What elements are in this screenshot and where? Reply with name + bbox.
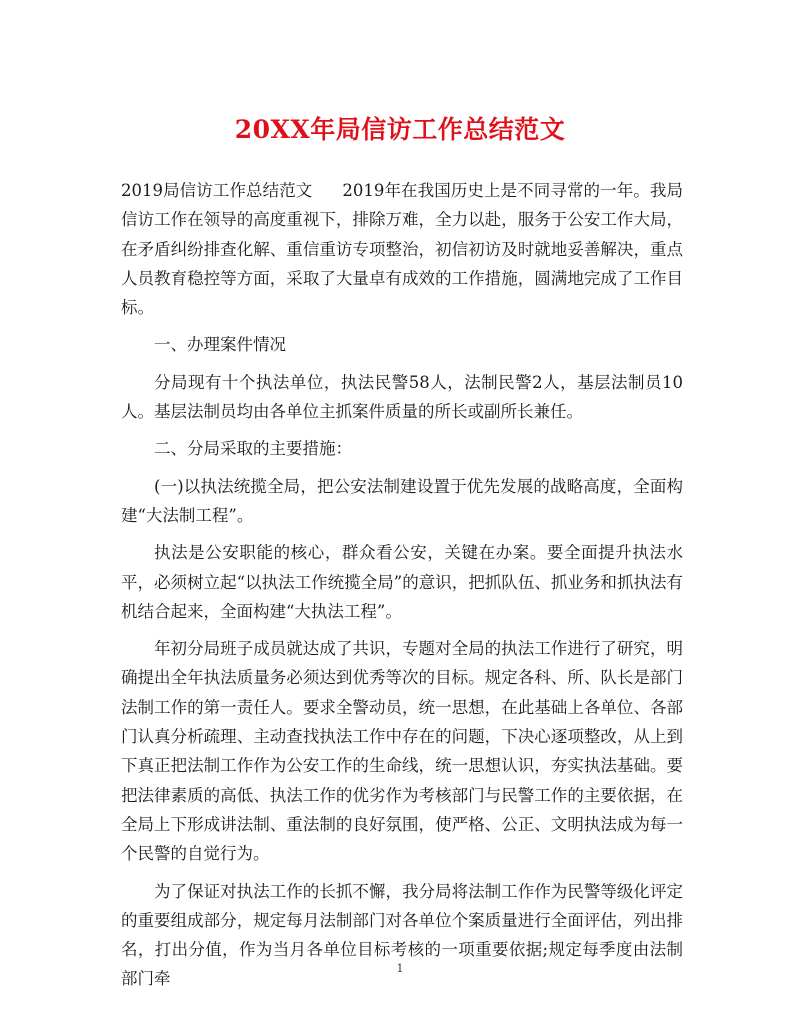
paragraph-consensus: 年初分局班子成员就达成了共识，专题对全局的执法工作进行了研究，明确提出全年执法质量务必须达到优秀等次的目标。规定各科、所、队长是部门法制工作的第一责任人。要求全警动员，统一思想，在此基础上各单位、各部门认真分析疏理、主动查找执法工作中存在的问题，下决心逐项整改，从上到下真正把法制工作作为公安工作的生命线，统一思想认识，夯实执法基础。要把法律素质的高低、执法工作的优劣作为考核部门与民警工作的主要依据，在全局上下形成讲法制、重法制的良好氛围，使严格、公正、文明执法成为每一个民警的自觉行为。 [121,639,683,864]
paragraph-cases: 分局现有十个执法单位，执法民警58人，法制民警2人，基层法制员10人。基层法制员均由各单位主抓案件质量的所长或副所长兼任。 [121,372,683,422]
intro-paragraph [121,176,683,322]
paragraph-measure-1: (一)以执法统揽全局，把公安法制建设置于优先发展的战略高度，全面构建“大法制工程”。 [121,476,683,525]
intro-text: 2019年在我国历史上是不同寻常的一年。我局信访工作在领导的高度重视下，排除万难，全力以赴，服务于公安工作大局，在矛盾纠纷排查化解、重信重访专项整治，初信初访及时就地妥善解决，重点人员教育稳控等方面，采取了大量卓有成效的工作措施，圆满地完成了工作目标。 [121,181,683,318]
section-heading-measures: 二、分局采取的主要措施： [154,439,352,459]
page-number: 1 [396,962,404,975]
document-title: 20XX年局信访工作总结范文 [234,115,566,144]
paragraph-long-term: 为了保证对执法工作的长抓不懈，我分局将法制工作作为民警等级化评定的重要组成部分，规定每月法制部门对各单位个案质量进行全面评估，列出排名，打出分值，作为当月各单位目标考核的一项重要依据;规定每季度由法制部门牵 [121,881,683,989]
document-body [121,176,683,994]
section-heading-cases: 一、办理案件情况 [154,335,286,355]
paragraph-core-function: 执法是公安职能的核心，群众看公安，关键在办案。要全面提升执法水平，必须树立起“以执法工作统揽全局”的意识，把抓队伍、抓业务和抓执法有机结合起来，全面构建“大执法工程”。 [121,543,683,621]
intro-lead-label: 2019局信访工作总结范文 [121,181,313,200]
